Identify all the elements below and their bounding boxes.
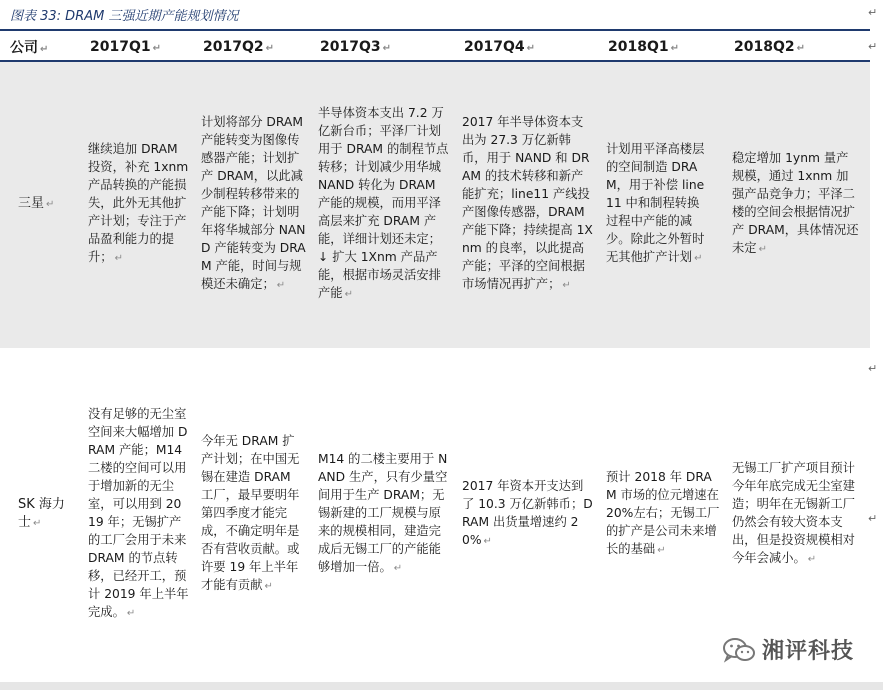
company-cell: 三星 ↵ — [0, 60, 80, 348]
figure-title: 图表 33: DRAM 三强近期产能规划情况 — [10, 9, 239, 24]
paragraph-mark: ↵ — [868, 362, 878, 375]
watermark-text: 湘评科技 — [762, 639, 855, 664]
plan-cell: 2017 年资本开支达到了 10.3 万亿新韩币；DRAM 出货量增速约 20% ↵ — [454, 348, 598, 680]
plan-cell: 没有足够的无尘室空间来大幅增加 DRAM 产能；M14 二楼的空间可以用于增加新的无尘室，可以用到 2019 年；无锡扩产的工厂会用于未来 DRAM 的节点转移，已经开工，预计 2019 年上半年完成。 ↵ — [80, 348, 193, 680]
table-row-sk-hynix — [0, 348, 870, 680]
plan-cell: 计划将部分 DRAM 产能转变为图像传感器产能；计划扩产 DRAM，以此减少制程转移带来的产能下降；计划明年将华城部分 NAND 产能转变为 DRAM 产能，时间与规模还未确定； ↵ — [193, 60, 310, 348]
plan-cell: M14 的二楼主要用于 NAND 生产，只有少量空间用于生产 DRAM；无锡新建的工厂规模与原来的规模相同，建造完成后无锡工厂的产能能够增加一倍。 ↵ — [310, 348, 454, 680]
header-rule — [0, 60, 870, 62]
header-2017q4: 2017Q4 ↵ — [464, 38, 535, 55]
plan-cell: 半导体资本支出 7.2 万亿新台币；平泽厂计划用于 DRAM 的制程节点转移；计划减少用华城 NAND 转化为 DRAM 产能的规模，而用平泽高层来扩充 DRAM 产能，详细计划还未定；↓ 扩大 1Xnm 产品产能，根据市场灵活安排产能 ↵ — [310, 60, 454, 348]
header-row — [0, 33, 870, 60]
header-2017q2: 2017Q2 ↵ — [203, 38, 274, 55]
header-2017q3: 2017Q3 ↵ — [320, 38, 391, 55]
plan-cell: 今年无 DRAM 扩产计划；在中国无锡在建造 DRAM 工厂，最早要明年第四季度才能完成，不确定明年是否有营收贡献。或许要 19 年上半年才能有贡献 ↵ — [193, 348, 310, 680]
header-2017q1: 2017Q1 ↵ — [90, 38, 161, 55]
table-row-samsung — [0, 60, 870, 348]
header-2018q1: 2018Q1 ↵ — [608, 38, 679, 55]
paragraph-mark: ↵ — [868, 512, 878, 525]
plan-cell: 继续追加 DRAM 投资，补充 1xnm 产品转换的产能损失，此外无其他扩产计划；专注于产品盈利能力的提升； ↵ — [80, 60, 193, 348]
watermark — [722, 634, 854, 665]
plan-cell: 2017 年半导体资本支出为 27.3 万亿新韩币，用于 NAND 和 DRAM 的技术转移和新产能扩充；line11 产线投产图像传感器，DRAM 产能下降；持续提高 1Xnm 的良率，以此提高产能；平泽的空间根据市场情况再扩产； ↵ — [454, 60, 598, 348]
paragraph-mark: ↵ — [868, 6, 878, 19]
header-2018q2: 2018Q2 ↵ — [734, 38, 805, 55]
bottom-strip — [0, 682, 883, 690]
title-rule — [0, 29, 870, 31]
company-cell: SK 海力士 ↵ — [0, 348, 80, 680]
capacity-plan-table — [0, 33, 870, 680]
paragraph-mark: ↵ — [868, 40, 878, 53]
plan-cell: 无锡工厂扩产项目预计今年年底完成无尘室建造；明年在无锡新工厂仍然会有较大资本支出，但是投资规模相对今年会减小。 ↵ — [724, 348, 870, 680]
plan-cell: 稳定增加 1ynm 量产规模，通过 1xnm 加强产品竞争力；平泽二楼的空间会根据情况扩产 DRAM，具体情况还未定 ↵ — [724, 60, 870, 348]
plan-cell: 预计 2018 年 DRAM 市场的位元增速在 20%左右；无锡工厂的扩产是公司未来增长的基础 ↵ — [598, 348, 724, 680]
plan-cell: 计划用平泽高楼层的空间制造 DRAM，用于补偿 line11 中和制程转换过程中产能的减少。除此之外暂时无其他扩产计划 ↵ — [598, 60, 724, 348]
wechat-icon — [722, 637, 756, 663]
header-company: 公司 ↵ — [10, 39, 49, 56]
